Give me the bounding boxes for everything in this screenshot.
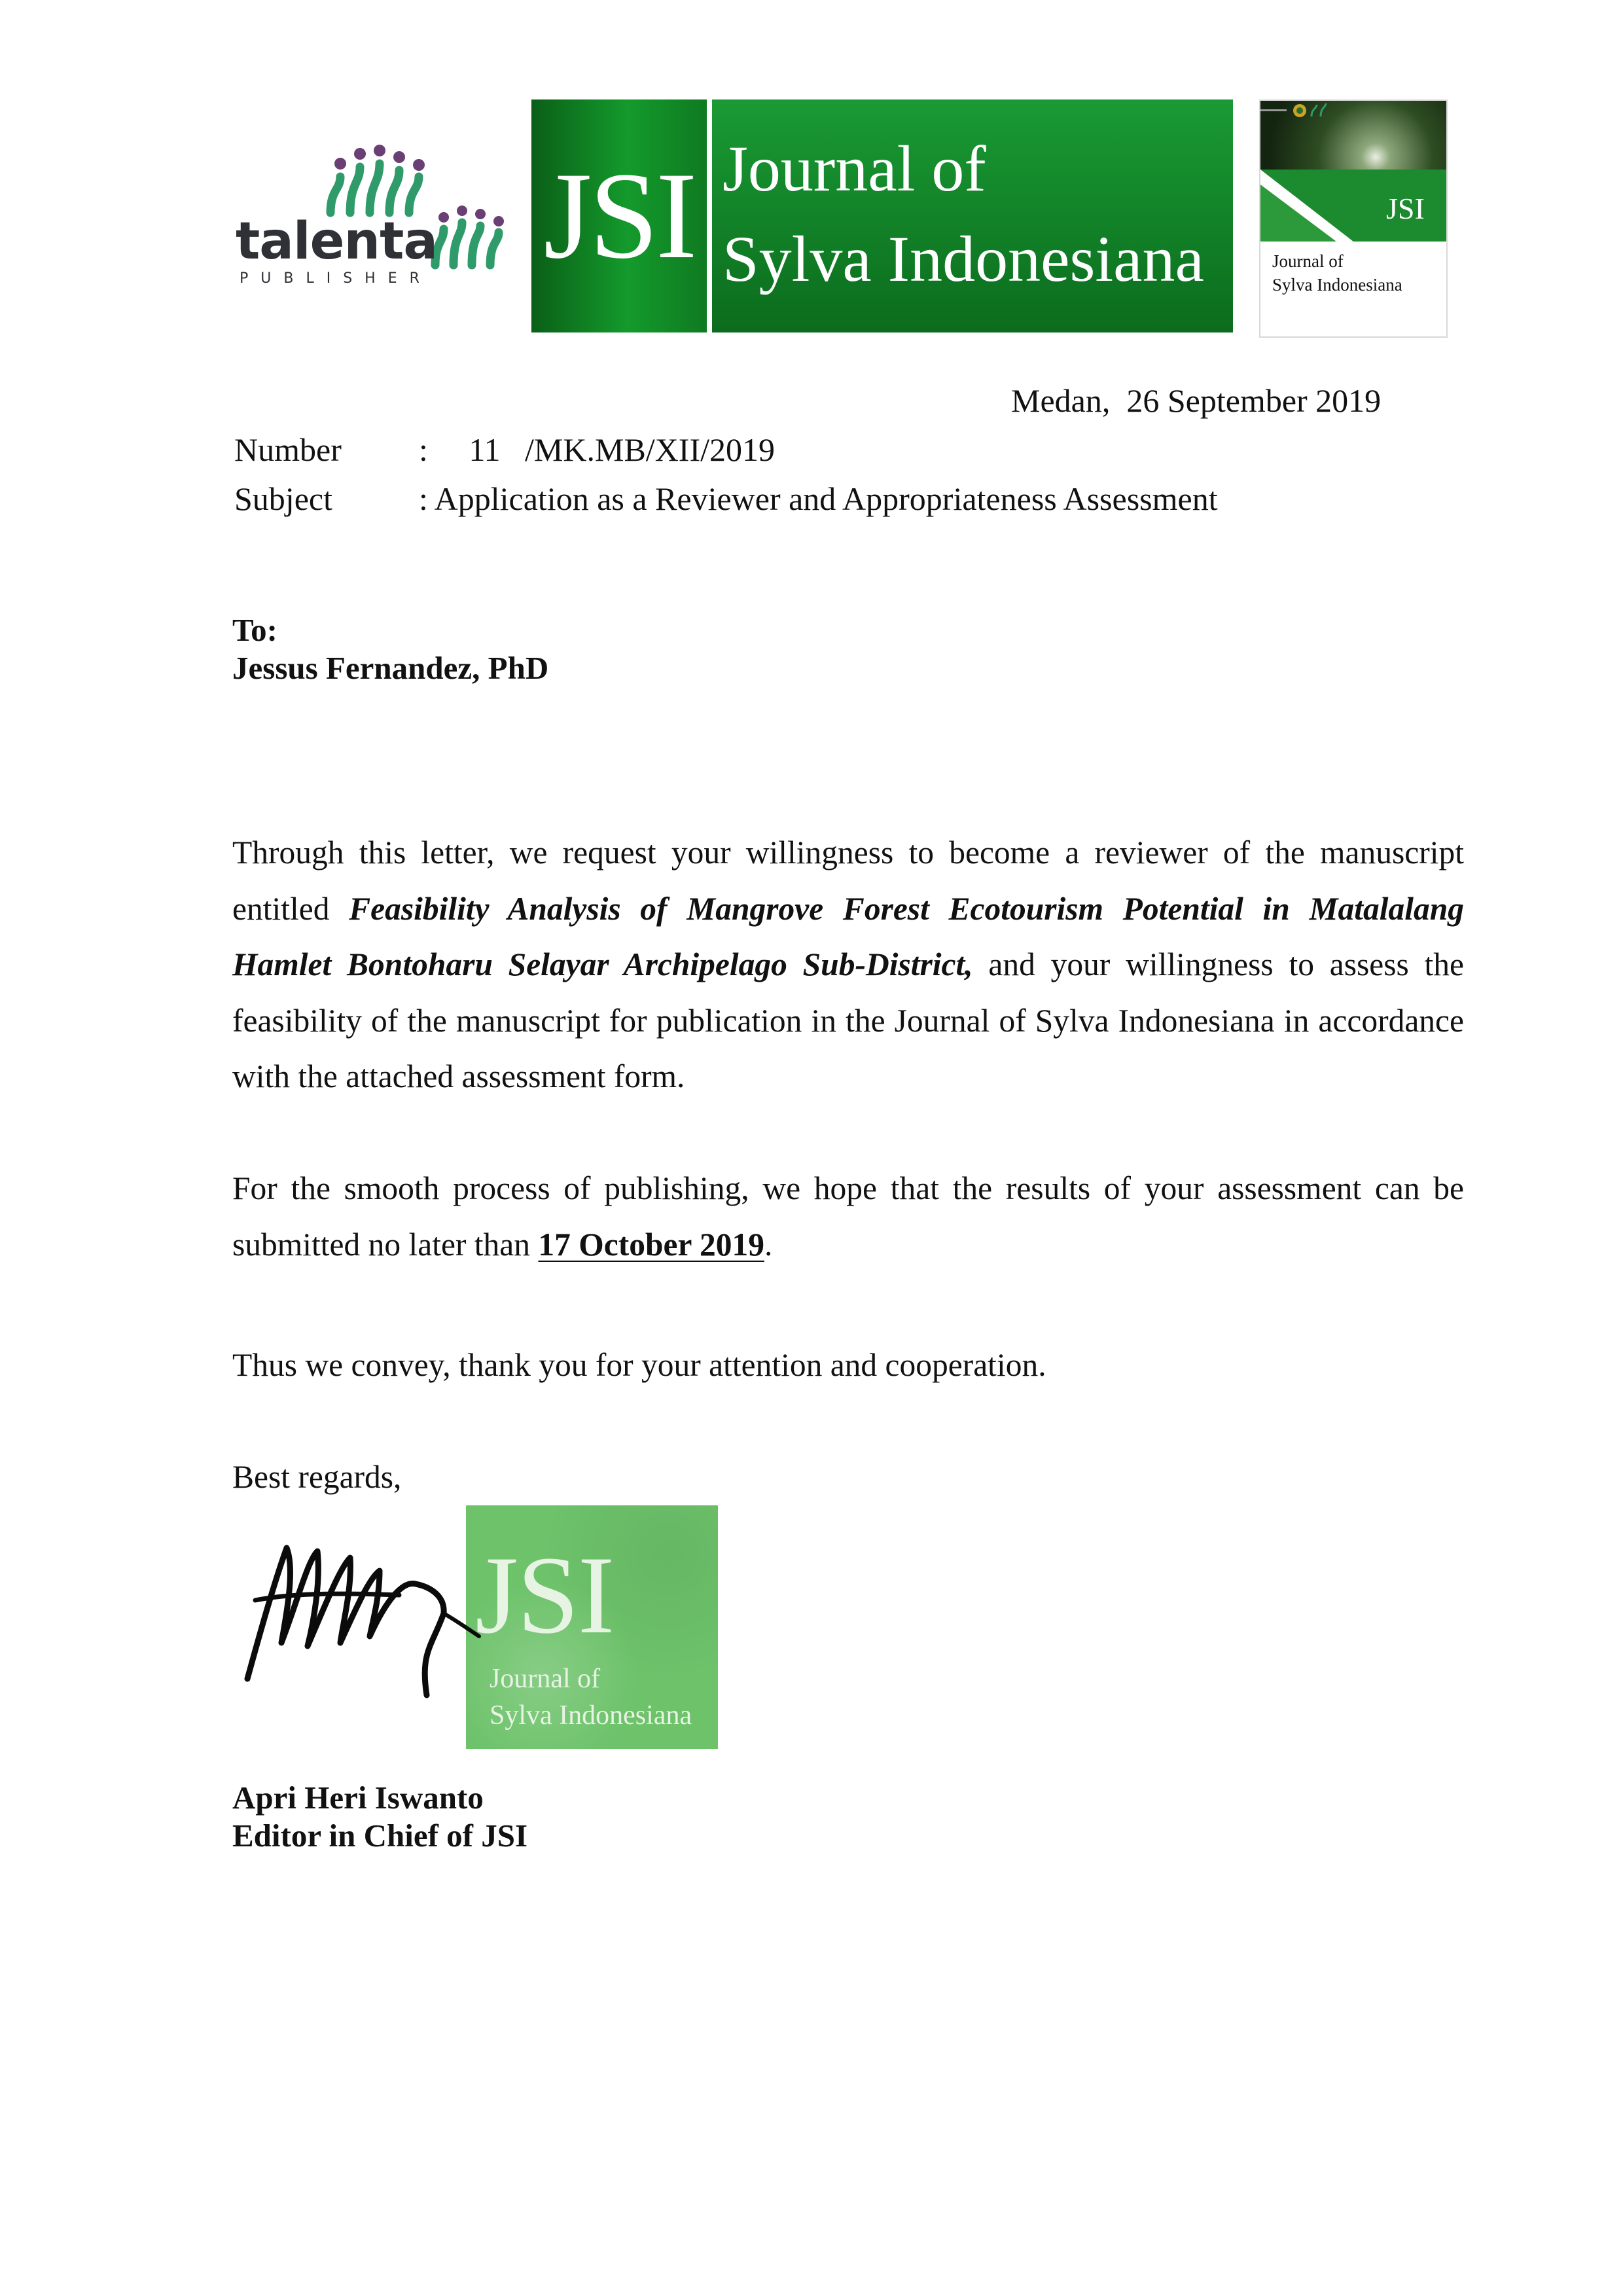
deadline-period: . — [764, 1226, 773, 1263]
signer-title: Editor in Chief of JSI — [232, 1818, 528, 1854]
banner-title-panel — [712, 99, 1233, 332]
manuscript-title: Feasibility Analysis of Mangrove Forest Ecotourism Potential in Matalalang Hamlet Bontoharu Selayar Archipelago Sub-District, — [232, 890, 1465, 982]
cover-title-line1: Journal of — [1272, 251, 1344, 271]
subject-value: : Application as a Reviewer and Appropriateness Assessment — [419, 480, 1218, 517]
request-continuation: and your willingness to assess the feasibility of the manuscript for publication in the Journal of Sylva Indonesiana in accordance with the attached assessment form. — [232, 946, 1464, 1094]
banner-abbrev: JSI — [543, 147, 695, 285]
banner-divider — [707, 99, 712, 332]
recipient-name: Jessus Fernandez, PhD — [232, 650, 549, 686]
number-label: Number — [234, 431, 342, 468]
stamp-line2: Sylva Indonesiana — [490, 1700, 692, 1731]
cover-green-band — [1260, 101, 1446, 251]
deadline-intro: For the smooth process of publishing, we hope that the results of your assessment can be submitted no later than — [232, 1170, 1464, 1263]
signer-name: Apri Heri Iswanto — [232, 1780, 484, 1816]
deadline-date: 17 October 2019 — [538, 1226, 764, 1263]
cover-abbrev: JSI — [1386, 192, 1425, 225]
thanks-paragraph: Thus we convey, thank you for your attention and cooperation. — [232, 1347, 1046, 1383]
subject-label: Subject — [234, 480, 332, 517]
closing-salutation: Best regards, — [232, 1459, 402, 1495]
stamp-line1: Journal of — [490, 1664, 601, 1694]
place-date: Medan, 26 September 2019 — [1011, 382, 1382, 419]
talenta-publisher-logo — [236, 137, 510, 295]
handwritten-signature — [236, 1522, 484, 1712]
journal-stamp — [466, 1505, 718, 1749]
letter-number-row — [234, 430, 775, 469]
request-paragraph — [232, 825, 1464, 1105]
talenta-wordmark: talenta — [236, 212, 438, 271]
request-intro: Through this letter, we request your willingness to become a reviewer of the manuscript entitled — [232, 834, 1464, 927]
to-label: To: — [232, 612, 278, 648]
banner-title-line2: Sylva Indonesiana — [722, 223, 1204, 295]
cover-footer-logos-icon — [1260, 101, 1339, 120]
stamp-abbrev: JSI — [475, 1534, 614, 1657]
deadline-paragraph — [232, 1160, 1464, 1272]
cover-title-line2: Sylva Indonesiana — [1272, 275, 1402, 295]
letter-subject-row — [234, 479, 1218, 518]
banner-abbrev-panel — [531, 99, 707, 332]
talenta-tagline: PUBLISHER — [240, 270, 432, 287]
number-value: : 11 /MK.MB/XII/2019 — [419, 431, 775, 468]
journal-cover-thumbnail — [1259, 99, 1448, 338]
banner-title-line1: Journal of — [722, 132, 986, 205]
journal-banner — [531, 99, 1233, 332]
